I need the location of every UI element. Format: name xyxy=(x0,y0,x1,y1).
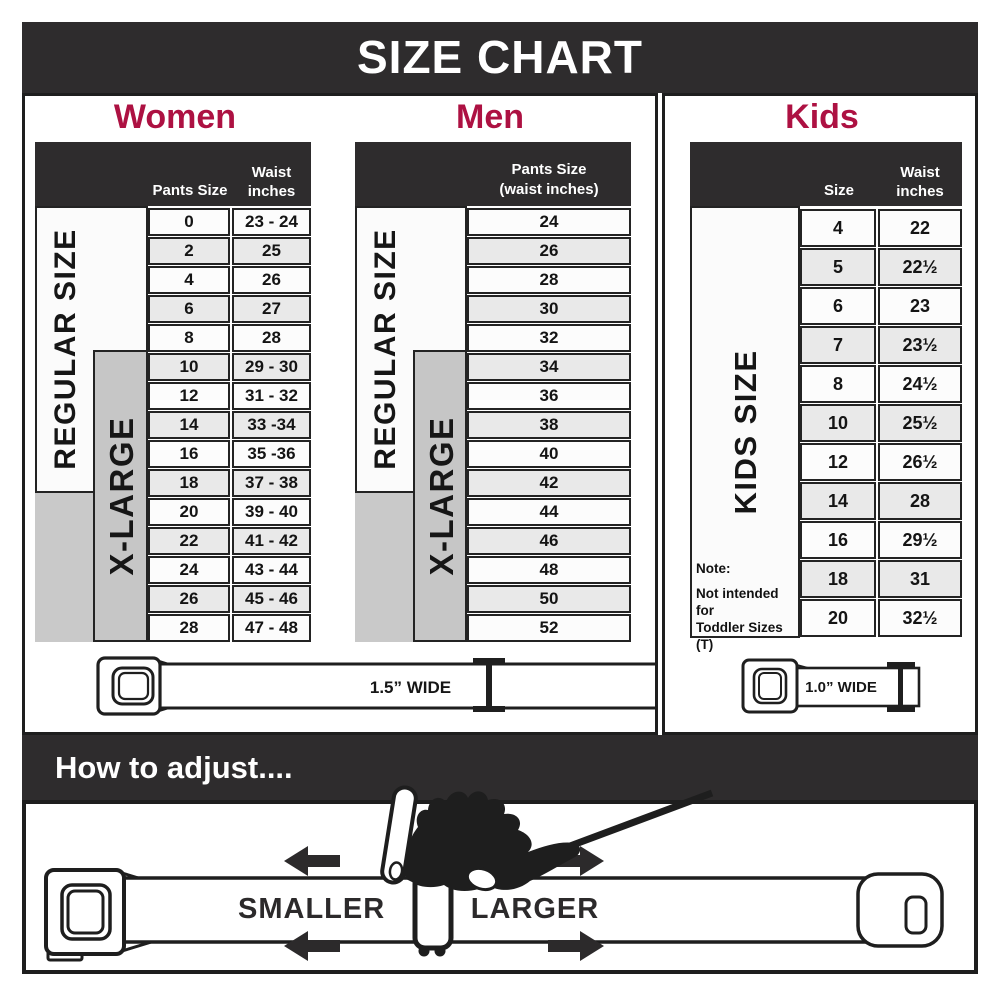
women-size-row xyxy=(148,208,311,236)
men-xlarge-label: X-LARGE xyxy=(423,416,460,576)
kids-size-cell: 4 xyxy=(800,209,876,247)
kids-size-row xyxy=(800,365,962,403)
men-pants-size-cell: 24 xyxy=(467,208,631,236)
women-waist-cell: 29 - 30 xyxy=(232,353,311,381)
men-pants-size-cell: 38 xyxy=(467,411,631,439)
men-size-row xyxy=(467,295,631,323)
women-pants-size-cell: 0 xyxy=(148,208,230,236)
men-pants-size-column-header: Pants Size (waist inches) xyxy=(499,161,599,198)
belt-end-tip xyxy=(858,874,942,946)
women-waist-cell: 43 - 44 xyxy=(232,556,311,584)
men-size-row xyxy=(467,440,631,468)
women-waist-cell: 47 - 48 xyxy=(232,614,311,642)
women-pants-size-cell: 18 xyxy=(148,469,230,497)
kids-size-row xyxy=(800,443,962,481)
women-table-header xyxy=(35,142,311,206)
men-size-row xyxy=(467,324,631,352)
kids-size-row xyxy=(800,521,962,559)
kids-size-row xyxy=(800,209,962,247)
kids-size-cell: 14 xyxy=(800,482,876,520)
women-waist-cell: 37 - 38 xyxy=(232,469,311,497)
size-chart-title-bar xyxy=(22,22,978,93)
kids-table-header xyxy=(690,142,962,206)
kids-waist-cell: 29½ xyxy=(878,521,962,559)
kids-size-cell: 8 xyxy=(800,365,876,403)
adult-belt-icon xyxy=(35,652,655,724)
kids-belt-width-label: 1.0” WIDE xyxy=(805,679,877,696)
kids-size-cell: 20 xyxy=(800,599,876,637)
men-size-row xyxy=(467,208,631,236)
women-pants-size-cell: 26 xyxy=(148,585,230,613)
men-pants-size-cell: 26 xyxy=(467,237,631,265)
women-size-row xyxy=(148,237,311,265)
kids-size-row xyxy=(800,599,962,637)
women-pants-size-column-header: Pants Size xyxy=(152,182,228,199)
men-size-rows xyxy=(467,208,631,642)
women-size-row xyxy=(148,353,311,381)
women-pants-size-cell: 6 xyxy=(148,295,230,323)
kids-size-row xyxy=(800,326,962,364)
kids-note-line: Toddler Sizes (T) xyxy=(696,620,783,652)
kids-section-heading: Kids xyxy=(785,98,859,136)
women-size-row xyxy=(148,614,311,642)
kids-size-cell: 12 xyxy=(800,443,876,481)
smaller-label: SMALLER xyxy=(238,893,386,925)
men-size-row xyxy=(467,585,631,613)
men-size-row xyxy=(467,614,631,642)
men-size-row xyxy=(467,266,631,294)
women-pants-size-cell: 12 xyxy=(148,382,230,410)
men-size-row xyxy=(467,382,631,410)
women-size-row xyxy=(148,585,311,613)
men-pants-size-cell: 44 xyxy=(467,498,631,526)
kids-waist-cell: 28 xyxy=(878,482,962,520)
women-pants-size-cell: 16 xyxy=(148,440,230,468)
women-size-row xyxy=(148,295,311,323)
women-size-row xyxy=(148,527,311,555)
men-size-row xyxy=(467,411,631,439)
men-size-row xyxy=(467,237,631,265)
kids-waist-cell: 23 xyxy=(878,287,962,325)
kids-size-cell: 16 xyxy=(800,521,876,559)
men-pants-size-cell: 48 xyxy=(467,556,631,584)
kids-size-row xyxy=(800,287,962,325)
kids-waist-column-header: Waist inches xyxy=(896,164,944,200)
kids-waist-cell: 22 xyxy=(878,209,962,247)
men-pants-size-cell: 34 xyxy=(467,353,631,381)
kids-note-title: Note: xyxy=(696,561,731,576)
men-regular-size-label: REGULAR SIZE xyxy=(369,228,402,470)
women-waist-cell: 33 -34 xyxy=(232,411,311,439)
women-waist-cell: 25 xyxy=(232,237,311,265)
larger-label: LARGER xyxy=(470,893,600,925)
women-pants-size-cell: 4 xyxy=(148,266,230,294)
kids-waist-cell: 25½ xyxy=(878,404,962,442)
men-pants-size-cell: 36 xyxy=(467,382,631,410)
women-pants-size-cell: 28 xyxy=(148,614,230,642)
men-pants-size-cell: 46 xyxy=(467,527,631,555)
kids-waist-cell: 23½ xyxy=(878,326,962,364)
adult-belt-width-label: 1.5” WIDE xyxy=(369,678,452,697)
women-pants-size-cell: 20 xyxy=(148,498,230,526)
women-waist-cell: 35 -36 xyxy=(232,440,311,468)
kids-size-row xyxy=(800,404,962,442)
women-regular-size-label: REGULAR SIZE xyxy=(49,228,82,470)
men-section-heading: Men xyxy=(456,98,524,136)
adjust-illustration xyxy=(22,735,978,975)
women-size-row xyxy=(148,440,311,468)
kids-waist-cell: 24½ xyxy=(878,365,962,403)
women-waist-cell: 41 - 42 xyxy=(232,527,311,555)
arrow-left-icon xyxy=(284,846,340,876)
men-pants-size-cell: 52 xyxy=(467,614,631,642)
women-waist-column-header: Waist inches xyxy=(247,164,296,200)
women-size-row xyxy=(148,469,311,497)
women-xlarge-label: X-LARGE xyxy=(103,416,140,576)
kids-size-row xyxy=(800,248,962,286)
kids-waist-cell: 22½ xyxy=(878,248,962,286)
women-pants-size-cell: 22 xyxy=(148,527,230,555)
women-size-row xyxy=(148,498,311,526)
women-waist-cell: 45 - 46 xyxy=(232,585,311,613)
women-size-row xyxy=(148,411,311,439)
men-size-row xyxy=(467,469,631,497)
women-size-row xyxy=(148,324,311,352)
women-size-row xyxy=(148,382,311,410)
men-pants-size-cell: 32 xyxy=(467,324,631,352)
how-to-adjust-heading: How to adjust.... xyxy=(55,750,293,785)
women-waist-cell: 27 xyxy=(232,295,311,323)
kids-size-cell: 5 xyxy=(800,248,876,286)
women-section-heading: Women xyxy=(113,98,237,136)
women-waist-cell: 39 - 40 xyxy=(232,498,311,526)
women-pants-size-cell: 2 xyxy=(148,237,230,265)
women-pants-size-cell: 8 xyxy=(148,324,230,352)
kids-size-cell: 18 xyxy=(800,560,876,598)
men-pants-size-cell: 28 xyxy=(467,266,631,294)
kids-waist-cell: 26½ xyxy=(878,443,962,481)
women-waist-cell: 31 - 32 xyxy=(232,382,311,410)
kids-note-line: Not intended for xyxy=(696,586,779,618)
kids-size-row xyxy=(800,482,962,520)
men-size-row xyxy=(467,556,631,584)
men-table-header xyxy=(355,142,631,206)
kids-note xyxy=(696,560,798,653)
kids-size-cell: 6 xyxy=(800,287,876,325)
women-waist-cell: 28 xyxy=(232,324,311,352)
men-size-row xyxy=(467,353,631,381)
kids-waist-cell: 31 xyxy=(878,560,962,598)
men-pants-size-cell: 42 xyxy=(467,469,631,497)
page-title: SIZE CHART xyxy=(357,31,643,83)
women-size-row xyxy=(148,266,311,294)
women-pants-size-cell: 14 xyxy=(148,411,230,439)
men-pants-size-cell: 30 xyxy=(467,295,631,323)
women-pants-size-cell: 24 xyxy=(148,556,230,584)
men-pants-size-cell: 40 xyxy=(467,440,631,468)
women-waist-cell: 23 - 24 xyxy=(232,208,311,236)
kids-size-cell: 7 xyxy=(800,326,876,364)
women-waist-cell: 26 xyxy=(232,266,311,294)
kids-size-cell: 10 xyxy=(800,404,876,442)
men-pants-size-cell: 50 xyxy=(467,585,631,613)
men-size-row xyxy=(467,527,631,555)
women-size-rows xyxy=(148,208,311,642)
kids-size-label: KIDS SIZE xyxy=(728,349,763,515)
kids-size-column-header: Size xyxy=(823,182,854,199)
kids-waist-cell: 32½ xyxy=(878,599,962,637)
women-pants-size-cell: 10 xyxy=(148,353,230,381)
men-size-row xyxy=(467,498,631,526)
kids-size-rows xyxy=(800,209,962,637)
kids-size-row xyxy=(800,560,962,598)
belt-tail-line xyxy=(562,793,712,849)
women-size-row xyxy=(148,556,311,584)
